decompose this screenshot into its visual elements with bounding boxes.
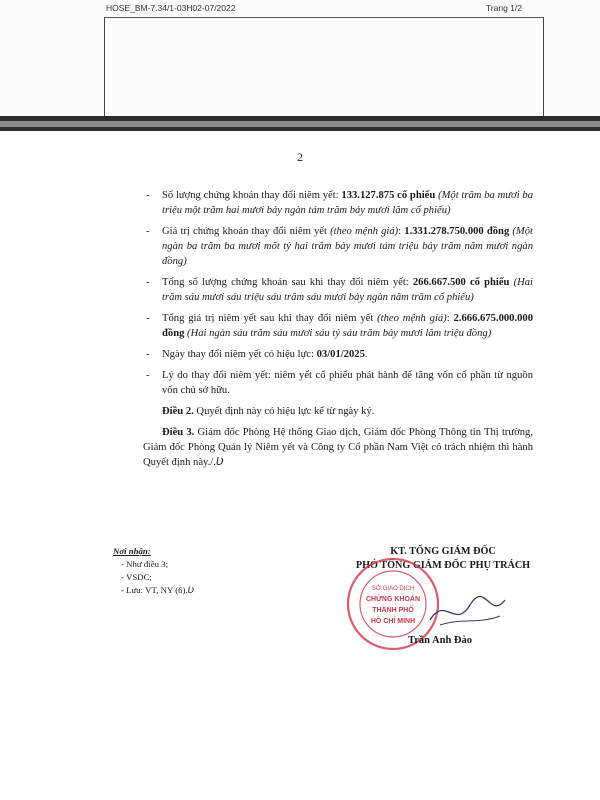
signature-line-2: PHÓ TỔNG GIÁM ĐỐC PHỤ TRÁCH — [355, 560, 531, 571]
list-item: - Số lượng chứng khoán thay đổi niêm yết: 133.127.875 cổ phiếu (Một trăm ba mươi ba triệu một trăm hai mươi bảy ngàn tám trăm bảy mươi lăm cổ phiếu) — [146, 190, 534, 216]
recipients-block — [113, 545, 313, 598]
page-label: Trang 1/2 — [485, 3, 522, 13]
recipient-item: - Như điều 3; — [121, 559, 169, 569]
document-body — [143, 188, 533, 476]
signature-line-1: KT. TỔNG GIÁM ĐỐC — [390, 546, 496, 557]
recipients-heading: Nơi nhận: — [113, 546, 151, 556]
list-item: - Giá trị chứng khoán thay đổi niêm yết (theo mệnh giá): 1.331.278.750.000 đồng (Một ngàn ba trăm ba mươi mốt tỷ hai trăm bảy mươi tám triệu bảy trăm năm mươi ngàn đồng) — [146, 226, 533, 267]
list-item: - Lý do thay đổi niêm yết: niêm yết cổ phiếu phát hành để tăng vốn cổ phần từ nguồn vốn chủ sở hữu. — [146, 370, 533, 396]
article-3: Điều 3. Giám đốc Phòng Hệ thống Giao dịch, Giám đốc Phòng Thông tin Thị trường, Giám đốc Phòng Quản lý Niêm yết và Công ty Cổ phần Nam Việt có trách nhiệm thi hành Quyết định này./.Ʋ — [143, 427, 534, 468]
form-code: HOSE_BM-7.34/1-03H02-07/2022 — [106, 3, 236, 13]
header-rule — [104, 17, 544, 18]
seal-text: THÀNH PHỐ — [372, 607, 414, 614]
handwritten-signature — [420, 590, 510, 635]
seal-text: SỞ GIAO DỊCH — [371, 586, 415, 592]
page-break-band — [0, 116, 600, 131]
initial-mark: Ʋ — [215, 456, 224, 468]
seal-text: HỒ CHÍ MINH — [370, 618, 416, 625]
page-number: 2 — [297, 150, 303, 164]
border-left — [104, 17, 105, 116]
signer-name: Trần Anh Đào — [408, 635, 472, 646]
initial-mark: Ʋ — [187, 586, 195, 596]
border-right — [543, 17, 544, 116]
recipient-item: - Lưu: VT, NY (6).Ʋ — [121, 585, 195, 596]
recipient-item: - VSDC; — [121, 572, 152, 582]
previous-page-strip — [0, 0, 600, 116]
list-item: - Tổng số lượng chứng khoán sau khi thay đổi niêm yết: 266.667.500 cổ phiếu (Hai trăm sáu mươi sáu triệu sáu trăm sáu mươi bảy ngàn năm trăm cổ phiếu) — [146, 277, 533, 303]
list-item: - Tổng giá trị niêm yết sau khi thay đổi niêm yết (theo mệnh giá): 2.666.675.000.000 đồng (Hai ngàn sáu trăm sáu mươi sáu tỷ sáu trăm bảy mươi lăm triệu đồng) — [146, 313, 534, 339]
list-item: - Ngày thay đổi niêm yết có hiệu lực: 03/01/2025. — [146, 349, 368, 360]
article-2: Điều 2. Quyết định này có hiệu lực kể từ ngày ký. — [162, 406, 375, 417]
seal-text: CHỨNG KHOÁN — [365, 596, 421, 603]
